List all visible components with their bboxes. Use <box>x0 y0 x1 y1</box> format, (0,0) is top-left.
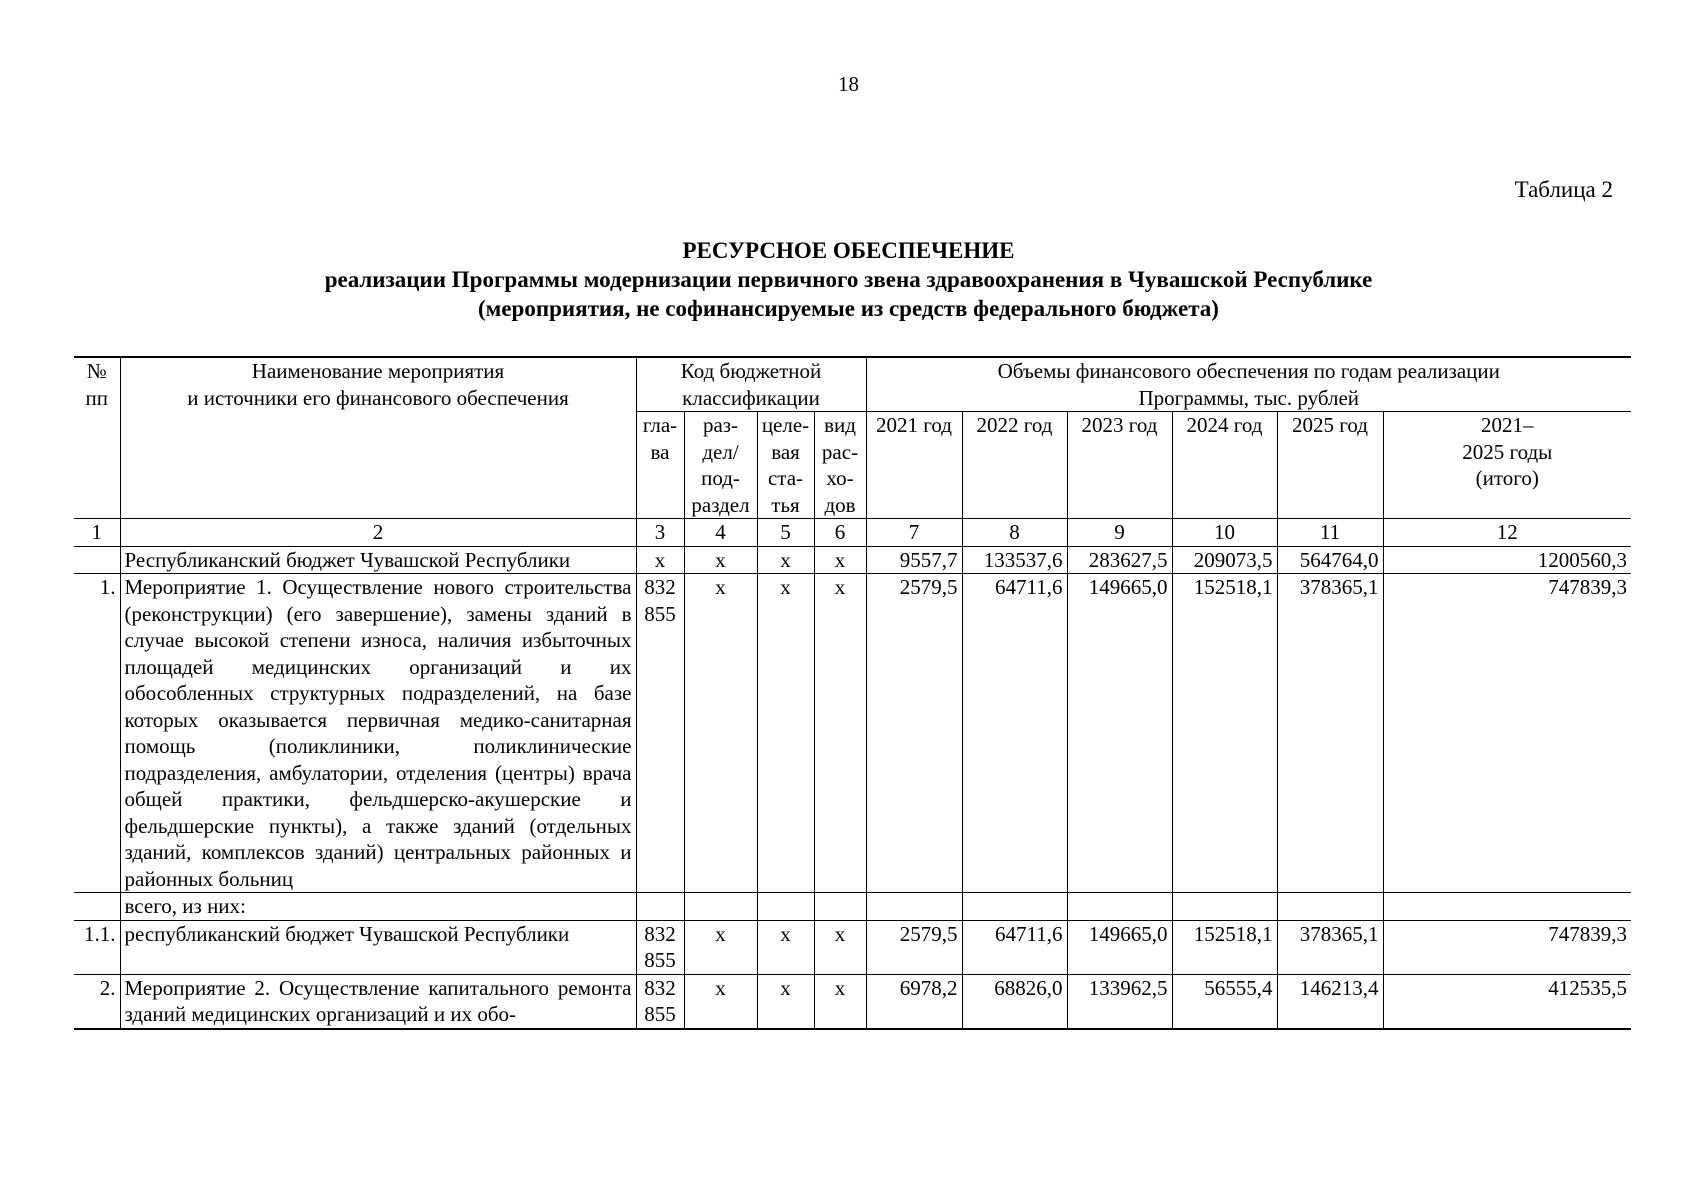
cell-2025: 564764,0 <box>1277 546 1383 574</box>
cell-2021: 6978,2 <box>866 974 962 1029</box>
cell-2025: 378365,1 <box>1277 574 1383 893</box>
cell-2021: 9557,7 <box>866 546 962 574</box>
cell-total: 747839,3 <box>1383 920 1631 974</box>
cell-2022: 64711,6 <box>962 574 1067 893</box>
col-number: 5 <box>757 519 814 547</box>
col-number: 1 <box>74 519 120 547</box>
row-name: Мероприятие 2. Осуществление капитального ремонта зданий медицинских организаций и их обо- <box>120 974 636 1029</box>
cell-vid: х <box>814 920 866 974</box>
cell-celevaya: х <box>757 574 814 893</box>
row-num: 1. <box>74 574 120 893</box>
col-number: 10 <box>1172 519 1277 547</box>
column-number-row <box>74 519 1631 547</box>
cell-2022: 64711,6 <box>962 920 1067 974</box>
cell-2021: 2579,5 <box>866 920 962 974</box>
cell-2023: 149665,0 <box>1067 574 1172 893</box>
row-num: 1.1. <box>74 920 120 974</box>
cell-celevaya: х <box>757 546 814 574</box>
header-budget-code: Код бюджетной классификации <box>636 357 866 412</box>
cell-vid: х <box>814 574 866 893</box>
cell-2025: 146213,4 <box>1277 974 1383 1029</box>
header-2022: 2022 год <box>962 412 1067 519</box>
col-number: 6 <box>814 519 866 547</box>
cell-2022: 68826,0 <box>962 974 1067 1029</box>
cell-2024: 209073,5 <box>1172 546 1277 574</box>
col-number: 4 <box>684 519 757 547</box>
header-2025: 2025 год <box>1277 412 1383 519</box>
title-line-1: РЕСУРСНОЕ ОБЕСПЕЧЕНИЕ <box>682 238 1015 263</box>
col-number: 8 <box>962 519 1067 547</box>
col-number: 7 <box>866 519 962 547</box>
row-num <box>74 893 120 921</box>
cell-2023: 149665,0 <box>1067 920 1172 974</box>
row-num: 2. <box>74 974 120 1029</box>
cell-2024: 152518,1 <box>1172 920 1277 974</box>
col-number: 12 <box>1383 519 1631 547</box>
cell-2024: 56555,4 <box>1172 974 1277 1029</box>
cell-glava: 832 855 <box>636 920 684 974</box>
title-line-2: реализации Программы модернизации первичного звена здравоохранения в Чувашской Республике <box>324 267 1373 292</box>
cell-glava: 832 855 <box>636 974 684 1029</box>
header-num: № пп <box>74 357 120 519</box>
col-number: 9 <box>1067 519 1172 547</box>
document-title <box>0 236 1697 323</box>
cell-2022: 133537,6 <box>962 546 1067 574</box>
row-name: Мероприятие 1. Осуществление нового строительства (реконструкции) (его завершение), замены зданий в случае высокой степени износа, наличия избыточных площадей медицинских организаций и их обособленных структурных подразделений, на базе которых оказывается первичная медико-санитарная помощь (поликлиники, поликлинические подразделения, амбулатории, отделения (центры) врача общей практики, фельдшерско-акушерские и фельдшерские пункты), а также зданий (отдельных зданий, комплексов зданий) центральных районных и районных больниц <box>120 574 636 893</box>
cell-razdel: х <box>684 546 757 574</box>
header-volumes: Объемы финансового обеспечения по годам реализации Программы, тыс. рублей <box>866 357 1631 412</box>
table-row-republic-budget <box>74 546 1631 574</box>
row-name: республиканский бюджет Чувашской Республики <box>120 920 636 974</box>
cell-razdel: х <box>684 574 757 893</box>
header-2023: 2023 год <box>1067 412 1172 519</box>
title-line-3: (мероприятия, не софинансируемые из средств федерального бюджета) <box>478 296 1219 321</box>
cell-celevaya: х <box>757 920 814 974</box>
cell-razdel: х <box>684 974 757 1029</box>
header-vid: вид рас- хо- дов <box>814 412 866 519</box>
cell-glava: х <box>636 546 684 574</box>
table-row-measure-1 <box>74 574 1631 893</box>
header-2021: 2021 год <box>866 412 962 519</box>
cell-total: 747839,3 <box>1383 574 1631 893</box>
col-number: 11 <box>1277 519 1383 547</box>
cell-2021: 2579,5 <box>866 574 962 893</box>
header-total: 2021– 2025 годы (итого) <box>1383 412 1631 519</box>
cell-2023: 133962,5 <box>1067 974 1172 1029</box>
header-name: Наименование мероприятия и источники его финансового обеспечения <box>120 357 636 519</box>
table-label: Таблица 2 <box>1514 177 1613 202</box>
row-num <box>74 546 120 574</box>
row-name: всего, из них: <box>120 893 636 921</box>
resource-table <box>74 356 1631 1030</box>
header-celevaya: целе- вая ста- тья <box>757 412 814 519</box>
cell-total: 1200560,3 <box>1383 546 1631 574</box>
cell-vid: х <box>814 546 866 574</box>
table-row-measure-2 <box>74 974 1631 1029</box>
col-number: 2 <box>120 519 636 547</box>
table-row-measure-1-1 <box>74 920 1631 974</box>
col-number: 3 <box>636 519 684 547</box>
cell-2023: 283627,5 <box>1067 546 1172 574</box>
cell-razdel: х <box>684 920 757 974</box>
table-row-measure-1-total <box>74 893 1631 921</box>
header-2024: 2024 год <box>1172 412 1277 519</box>
cell-vid: х <box>814 974 866 1029</box>
cell-celevaya: х <box>757 974 814 1029</box>
cell-glava: 832 855 <box>636 574 684 893</box>
cell-2025: 378365,1 <box>1277 920 1383 974</box>
header-glava: гла- ва <box>636 412 684 519</box>
cell-2024: 152518,1 <box>1172 574 1277 893</box>
header-razdel: раз- дел/ под- раздел <box>684 412 757 519</box>
page-number: 18 <box>838 72 859 96</box>
row-name: Республиканский бюджет Чувашской Республики <box>120 546 636 574</box>
cell-total: 412535,5 <box>1383 974 1631 1029</box>
